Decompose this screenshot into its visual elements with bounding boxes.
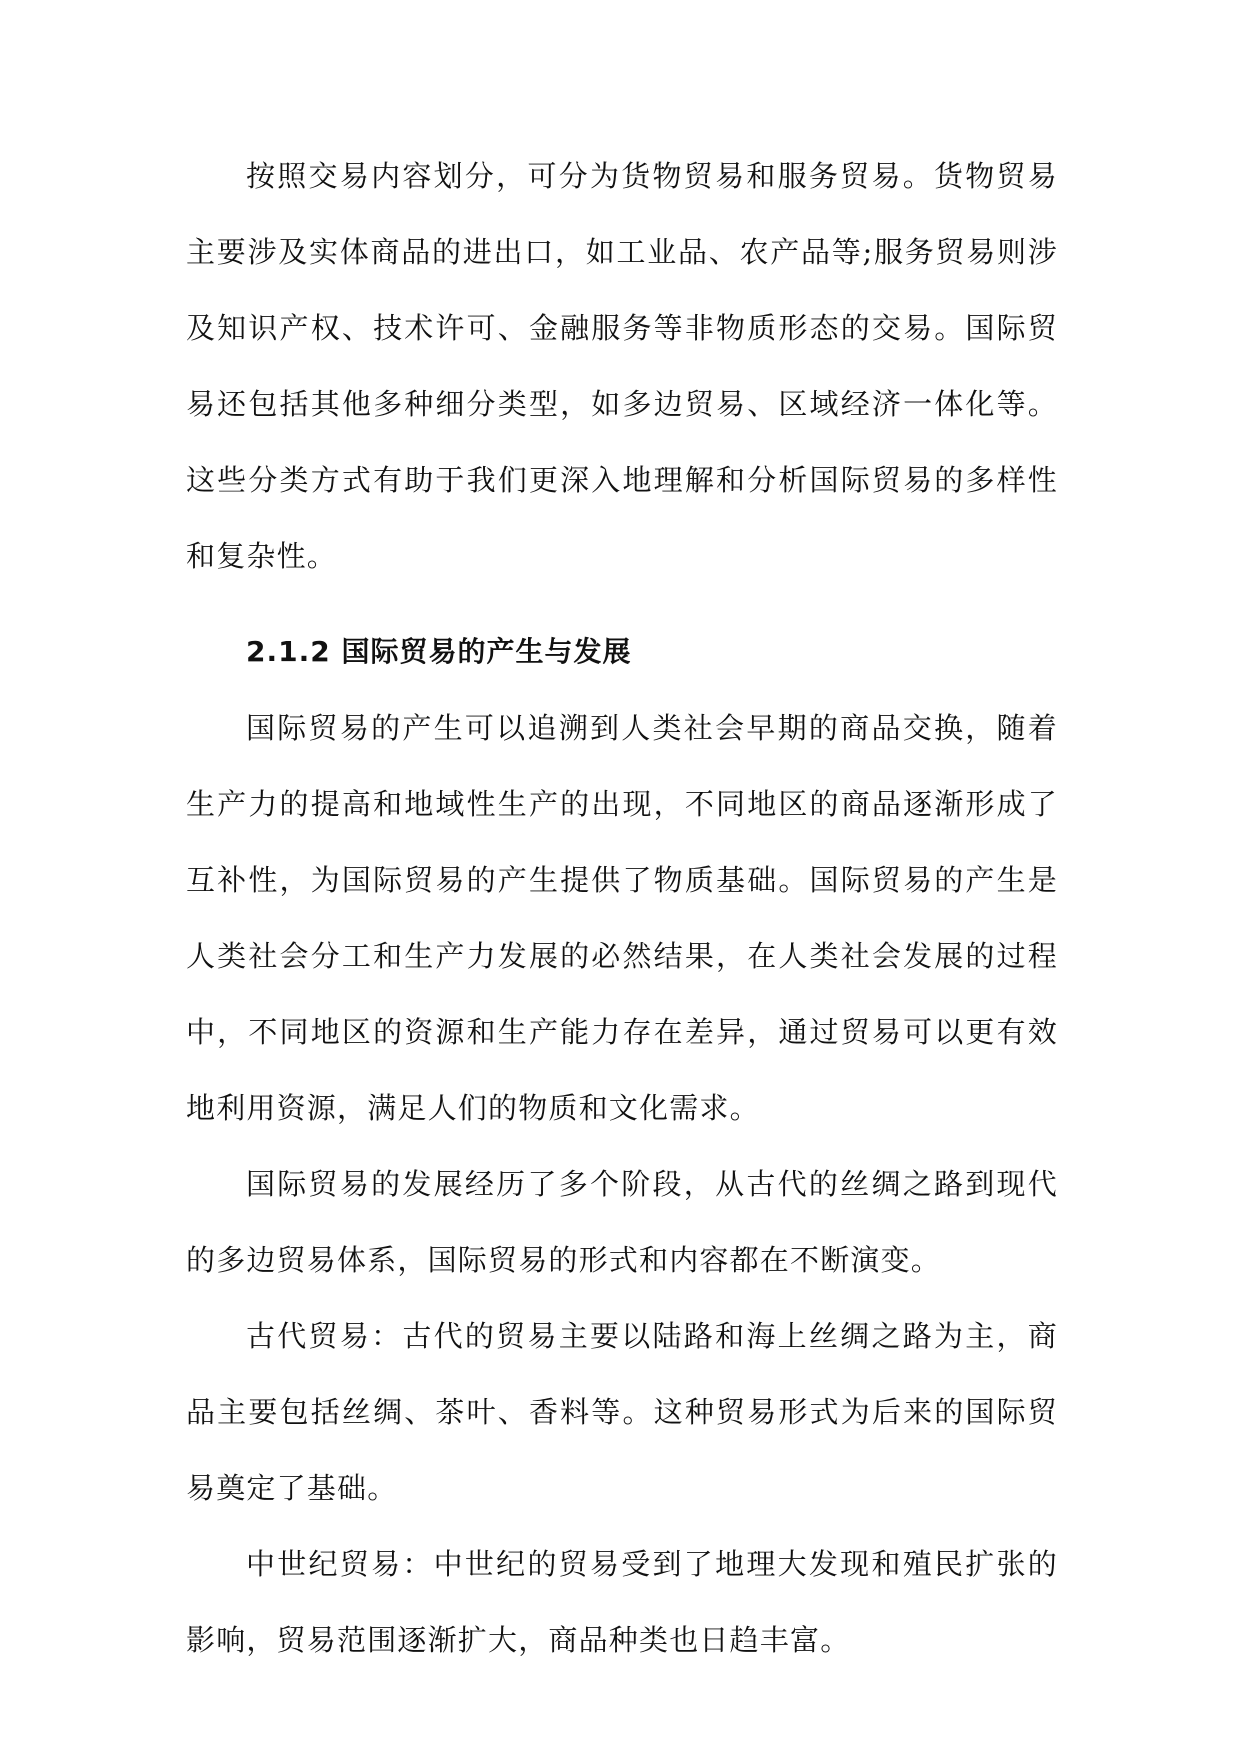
paragraph-trade-development: 国际贸易的发展经历了多个阶段，从古代的丝绸之路到现代的多边贸易体系，国际贸易的形式和内容都在不断演变。 (186, 1167, 1058, 1277)
paragraph-ancient-trade: 古代贸易：古代的贸易主要以陆路和海上丝绸之路为主，商品主要包括丝绸、茶叶、香料等。这种贸易形式为后来的国际贸易奠定了基础。 (186, 1319, 1058, 1505)
paragraph-trade-classification: 按照交易内容划分，可分为货物贸易和服务贸易。货物贸易主要涉及实体商品的进出口，如工业品、农产品等;服务贸易则涉及知识产权、技术许可、金融服务等非物质形态的交易。国际贸易还包括其他多种细分类型，如多边贸易、区域经济一体化等。这些分类方式有助于我们更深入地理解和分析国际贸易的多样性和复杂性。 (186, 159, 1058, 573)
document-body (186, 138, 1058, 1678)
section-heading: 2.1.2 国际贸易的产生与发展 (246, 635, 632, 668)
paragraph-trade-origin: 国际贸易的产生可以追溯到人类社会早期的商品交换，随着生产力的提高和地域性生产的出现，不同地区的商品逐渐形成了互补性，为国际贸易的产生提供了物质基础。国际贸易的产生是人类社会分工和生产力发展的必然结果，在人类社会发展的过程中，不同地区的资源和生产能力存在差异，通过贸易可以更有效地利用资源，满足人们的物质和文化需求。 (186, 711, 1058, 1125)
paragraph-medieval-trade: 中世纪贸易：中世纪的贸易受到了地理大发现和殖民扩张的影响，贸易范围逐渐扩大，商品种类也日趋丰富。 (186, 1547, 1058, 1657)
